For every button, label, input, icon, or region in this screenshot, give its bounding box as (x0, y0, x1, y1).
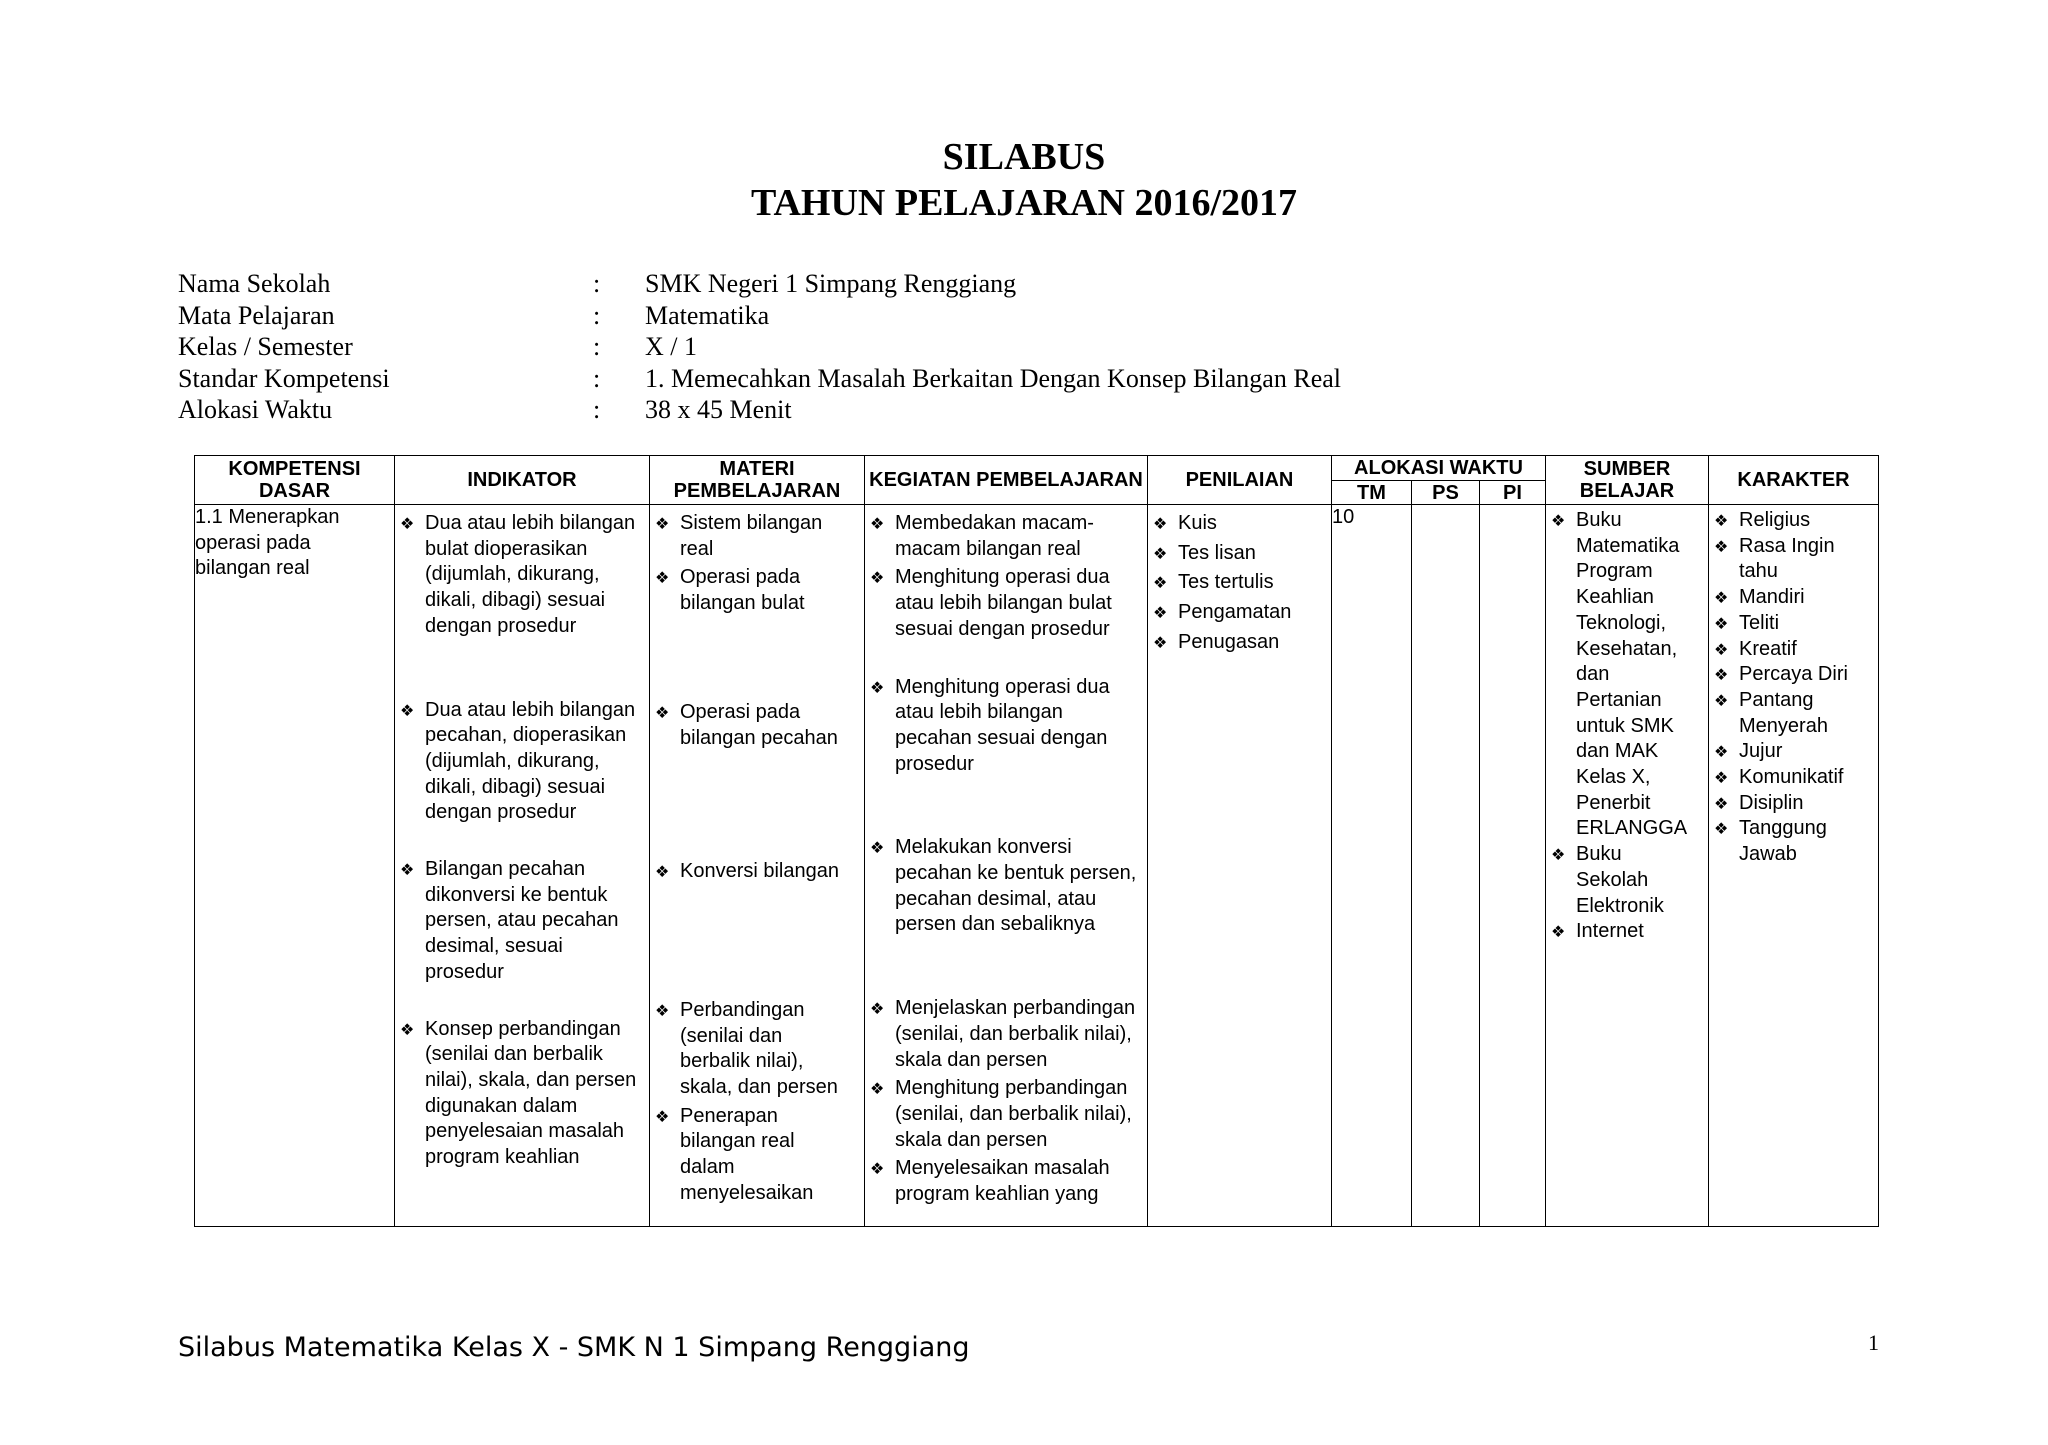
tm-cell: 10 (1332, 505, 1412, 1227)
bullet-diamond-icon: ❖ (870, 677, 885, 697)
bullet-diamond-icon: ❖ (870, 1079, 885, 1099)
header-alokasi-waktu: ALOKASI WAKTU (1332, 456, 1546, 481)
pi-cell (1480, 505, 1546, 1227)
header-penilaian: PENILAIAN (1148, 456, 1332, 505)
indikator-line: Dua atau lebih bilangan (425, 698, 636, 721)
indikator-line: dengan prosedur (425, 614, 577, 637)
meta-label: Alokasi Waktu (178, 395, 333, 424)
materi-line: bilangan pecahan (680, 726, 838, 749)
penilaian-item: Pengamatan (1178, 601, 1292, 624)
bullet-diamond-icon: ❖ (870, 568, 885, 588)
sumber-line: dan (1576, 663, 1610, 686)
meta-colon: : (593, 363, 601, 393)
bullet-diamond-icon: ❖ (655, 862, 670, 882)
sumber-line: Elektronik (1576, 894, 1664, 917)
karakter-line: Disiplin (1739, 791, 1804, 814)
meta-label: Standar Kompetensi (178, 363, 390, 393)
list-item (1709, 534, 1878, 585)
karakter-line: Komunikatif (1739, 766, 1844, 789)
kegiatan-line: skala dan persen (895, 1128, 1048, 1151)
kegiatan-line: prosedur (895, 752, 974, 775)
indikator-line: bulat dioperasikan (425, 537, 588, 560)
bullet-diamond-icon: ❖ (1153, 632, 1168, 652)
page-footer: Silabus Matematika Kelas X - SMK N 1 Simpang Renggiang (178, 1332, 970, 1363)
list-item (865, 511, 1147, 562)
bullet-diamond-icon: ❖ (1714, 536, 1729, 556)
list-item (650, 998, 864, 1101)
header-ps: PS (1412, 481, 1480, 505)
materi-line: bilangan bulat (680, 592, 805, 615)
header-materi-line2: PEMBELAJARAN (673, 480, 841, 502)
list-item (395, 1017, 649, 1171)
indikator-line: (dijumlah, dikurang, (425, 749, 600, 772)
header-materi-pembelajaran (650, 456, 865, 505)
list-item (650, 700, 864, 751)
penilaian-item: Kuis (1178, 512, 1217, 534)
kegiatan-line: (senilai, dan berbalik nilai), (895, 1102, 1132, 1125)
list-item (1709, 585, 1878, 611)
kegiatan-line: Menghitung operasi dua (895, 675, 1110, 698)
kegiatan-line: (senilai, dan berbalik nilai), (895, 1022, 1132, 1045)
kompetensi-line: 1.1 Menerapkan (195, 506, 340, 528)
penilaian-cell (1148, 505, 1332, 1227)
indikator-line: program keahlian (425, 1146, 580, 1169)
meta-colon: : (593, 269, 601, 298)
list-item (1709, 816, 1878, 867)
list-item (865, 565, 1147, 642)
list-item (865, 1076, 1147, 1153)
sumber-line: Sekolah (1576, 868, 1649, 891)
meta-value: 1. Memecahkan Masalah Berkaitan Dengan Konsep Bilangan Real (645, 363, 1341, 393)
karakter-line: Mandiri (1739, 586, 1805, 609)
list-item (650, 511, 864, 562)
bullet-diamond-icon: ❖ (1714, 768, 1729, 788)
bullet-diamond-icon: ❖ (1714, 742, 1729, 762)
indikator-line: dikali, dibagi) sesuai (425, 775, 606, 798)
indikator-line: penyelesaian masalah (425, 1120, 625, 1143)
materi-line: (senilai dan (680, 1024, 783, 1047)
bullet-diamond-icon: ❖ (400, 514, 415, 533)
list-item (650, 565, 864, 616)
list-item (1709, 791, 1878, 817)
bullet-diamond-icon: ❖ (870, 999, 885, 1019)
list-item (865, 1156, 1147, 1207)
bullet-diamond-icon: ❖ (870, 1159, 885, 1179)
bullet-diamond-icon: ❖ (655, 568, 670, 588)
materi-line: berbalik nilai), (680, 1050, 804, 1073)
list-item (1546, 919, 1708, 945)
indikator-line: Bilangan pecahan (425, 858, 586, 881)
bullet-diamond-icon: ❖ (655, 1106, 670, 1126)
syllabus-table (194, 455, 1879, 1227)
materi-line: Penerapan (680, 1104, 778, 1127)
list-item (865, 996, 1147, 1073)
bullet-diamond-icon: ❖ (400, 1019, 415, 1039)
sumber-line: Kelas X, (1576, 766, 1651, 789)
karakter-line: Religius (1739, 509, 1811, 531)
sumber-line: Penerbit (1576, 791, 1651, 814)
list-item (650, 859, 864, 885)
meta-label: Nama Sekolah (178, 269, 331, 298)
penilaian-item: Penugasan (1178, 630, 1280, 653)
header-sumber-line2: BELAJAR (1579, 480, 1675, 502)
materi-line: real (680, 537, 714, 560)
materi-line: Operasi pada (680, 566, 801, 589)
karakter-line: Jujur (1739, 740, 1783, 763)
sumber-line: Keahlian (1576, 586, 1654, 609)
header-sumber-belajar (1546, 456, 1709, 505)
document-title: SILABUS (942, 136, 1106, 178)
list-item (1709, 765, 1878, 791)
materi-line: Konversi bilangan (680, 860, 839, 883)
header-karakter: KARAKTER (1709, 456, 1879, 505)
header-tm: TM (1332, 481, 1412, 505)
header-sumber-line1: SUMBER (1583, 458, 1671, 480)
indikator-cell (395, 505, 650, 1227)
indikator-line: dikonversi ke bentuk (425, 883, 608, 906)
list-item (1709, 662, 1878, 688)
indikator-line: nilai), skala, dan persen (425, 1068, 637, 1091)
list-item (650, 1104, 864, 1207)
bullet-diamond-icon: ❖ (870, 514, 885, 533)
karakter-line: tahu (1739, 560, 1778, 583)
header-kompetensi-dasar (195, 456, 395, 505)
bullet-diamond-icon: ❖ (870, 838, 885, 858)
bullet-diamond-icon: ❖ (1714, 665, 1729, 685)
bullet-diamond-icon: ❖ (1551, 511, 1566, 530)
bullet-diamond-icon: ❖ (1153, 514, 1168, 533)
sumber-line: Buku (1576, 509, 1622, 531)
sumber-line: untuk SMK (1576, 714, 1674, 737)
meta-label: Mata Pelajaran (178, 300, 335, 330)
meta-colon: : (593, 395, 601, 424)
meta-colon: : (593, 332, 601, 361)
karakter-line: Teliti (1739, 611, 1780, 634)
bullet-diamond-icon: ❖ (1551, 845, 1566, 865)
sumber-line: Kesehatan, (1576, 637, 1678, 660)
sumber-line: Internet (1576, 920, 1644, 943)
materi-line: dalam (680, 1156, 735, 1179)
list-item (1709, 739, 1878, 765)
materi-line: Sistem bilangan (680, 512, 823, 534)
kegiatan-line: Menghitung operasi dua (895, 566, 1110, 589)
kegiatan-line: pecahan sesuai dengan (895, 726, 1108, 749)
bullet-diamond-icon: ❖ (1153, 603, 1168, 623)
bullet-diamond-icon: ❖ (1714, 690, 1729, 710)
sumber-line: dan MAK (1576, 740, 1659, 763)
karakter-cell (1709, 505, 1879, 1227)
kegiatan-line: pecahan desimal, atau (895, 887, 1097, 910)
list-item (1546, 508, 1708, 842)
karakter-line: Tanggung (1739, 817, 1827, 840)
list-item (1709, 637, 1878, 663)
bullet-diamond-icon: ❖ (1714, 819, 1729, 839)
kompetensi-line: bilangan real (195, 557, 310, 580)
kegiatan-pembelajaran-cell (865, 505, 1148, 1227)
meta-value: Matematika (645, 300, 770, 330)
indikator-line: digunakan dalam (425, 1094, 578, 1117)
indikator-line: dikali, dibagi) sesuai (425, 589, 606, 612)
header-materi-line1: MATERI (719, 458, 795, 480)
indikator-line: prosedur (425, 960, 504, 983)
kegiatan-line: macam bilangan real (895, 537, 1081, 560)
indikator-line: Konsep perbandingan (425, 1017, 621, 1040)
list-item (395, 511, 649, 640)
bullet-diamond-icon: ❖ (1551, 922, 1566, 942)
list-item (395, 698, 649, 827)
document-subtitle: TAHUN PELAJARAN 2016/2017 (750, 182, 1298, 224)
indikator-line: pecahan, dioperasikan (425, 724, 627, 747)
header-indikator: INDIKATOR (395, 456, 650, 505)
meta-value: X / 1 (645, 332, 697, 361)
header-kegiatan-pembelajaran: KEGIATAN PEMBELAJARAN (865, 456, 1148, 505)
sumber-line: Teknologi, (1576, 611, 1667, 634)
bullet-diamond-icon: ❖ (655, 1000, 670, 1020)
list-item (1148, 630, 1331, 656)
kegiatan-line: Membedakan macam- (895, 512, 1094, 534)
header-pi: PI (1480, 481, 1546, 505)
list-item (1709, 611, 1878, 637)
bullet-diamond-icon: ❖ (1153, 543, 1168, 563)
karakter-line: Rasa Ingin (1739, 534, 1835, 557)
list-item (1546, 842, 1708, 919)
materi-line: bilangan real (680, 1130, 795, 1153)
indikator-line: dengan prosedur (425, 801, 577, 824)
indikator-line: persen, atau pecahan (425, 909, 619, 932)
header-kompetensi-line1: KOMPETENSI (228, 458, 361, 480)
bullet-diamond-icon: ❖ (1714, 793, 1729, 813)
indikator-line: (dijumlah, dikurang, (425, 563, 600, 586)
list-item (865, 675, 1147, 778)
sumber-line: Program (1576, 560, 1653, 583)
kegiatan-line: pecahan ke bentuk persen, (895, 862, 1137, 885)
header-kompetensi-line2: DASAR (258, 480, 331, 502)
bullet-diamond-icon: ❖ (400, 860, 415, 880)
materi-line: Operasi pada (680, 700, 801, 723)
karakter-line: Kreatif (1739, 637, 1797, 660)
bullet-diamond-icon: ❖ (1714, 639, 1729, 659)
bullet-diamond-icon: ❖ (655, 702, 670, 722)
bullet-diamond-icon: ❖ (655, 514, 670, 533)
materi-line: skala, dan persen (680, 1076, 838, 1099)
karakter-line: Menyerah (1739, 714, 1828, 737)
kegiatan-line: Melakukan konversi (895, 836, 1072, 859)
bullet-diamond-icon: ❖ (400, 700, 415, 720)
meta-colon: : (593, 300, 601, 330)
sumber-line: ERLANGGA (1576, 817, 1688, 840)
list-item (395, 857, 649, 986)
sumber-line: Matematika (1576, 534, 1680, 557)
meta-value: SMK Negeri 1 Simpang Renggiang (645, 269, 1017, 298)
list-item (1148, 570, 1331, 596)
penilaian-item: Tes lisan (1178, 541, 1256, 564)
kegiatan-line: Menyelesaikan masalah (895, 1157, 1110, 1180)
materi-pembelajaran-cell (650, 505, 865, 1227)
penilaian-item: Tes tertulis (1178, 571, 1274, 594)
list-item (1148, 600, 1331, 626)
meta-value: 38 x 45 Menit (645, 395, 792, 424)
sumber-line: Buku (1576, 843, 1622, 866)
kegiatan-line: atau lebih bilangan bulat (895, 592, 1112, 615)
kompetensi-line: operasi pada (195, 531, 311, 554)
list-item (865, 835, 1147, 938)
bullet-diamond-icon: ❖ (1714, 511, 1729, 530)
kegiatan-line: skala dan persen (895, 1048, 1048, 1071)
bullet-diamond-icon: ❖ (1714, 588, 1729, 608)
kegiatan-line: sesuai dengan prosedur (895, 617, 1110, 640)
meta-label: Kelas / Semester (178, 332, 353, 361)
kegiatan-line: program keahlian yang (895, 1183, 1099, 1206)
kegiatan-line: Menghitung perbandingan (895, 1077, 1128, 1100)
list-item (1148, 511, 1331, 537)
ps-cell (1412, 505, 1480, 1227)
materi-line: Perbandingan (680, 998, 805, 1021)
sumber-belajar-cell (1546, 505, 1709, 1227)
indikator-line: Dua atau lebih bilangan (425, 512, 636, 534)
page-number: 1 (1868, 1330, 1879, 1355)
sumber-line: Pertanian (1576, 688, 1662, 711)
karakter-line: Jawab (1739, 843, 1797, 866)
kegiatan-line: persen dan sebaliknya (895, 913, 1096, 936)
karakter-line: Pantang (1739, 688, 1814, 711)
bullet-diamond-icon: ❖ (1153, 573, 1168, 593)
list-item (1709, 508, 1878, 534)
list-item (1148, 541, 1331, 567)
bullet-diamond-icon: ❖ (1714, 613, 1729, 633)
karakter-line: Percaya Diri (1739, 663, 1848, 686)
kegiatan-line: atau lebih bilangan (895, 701, 1063, 724)
kompetensi-dasar-cell (195, 505, 395, 1227)
indikator-line: (senilai dan berbalik (425, 1043, 603, 1066)
kegiatan-line: Menjelaskan perbandingan (895, 997, 1136, 1020)
materi-line: menyelesaikan (680, 1181, 814, 1204)
indikator-line: desimal, sesuai (425, 935, 563, 958)
list-item (1709, 688, 1878, 739)
